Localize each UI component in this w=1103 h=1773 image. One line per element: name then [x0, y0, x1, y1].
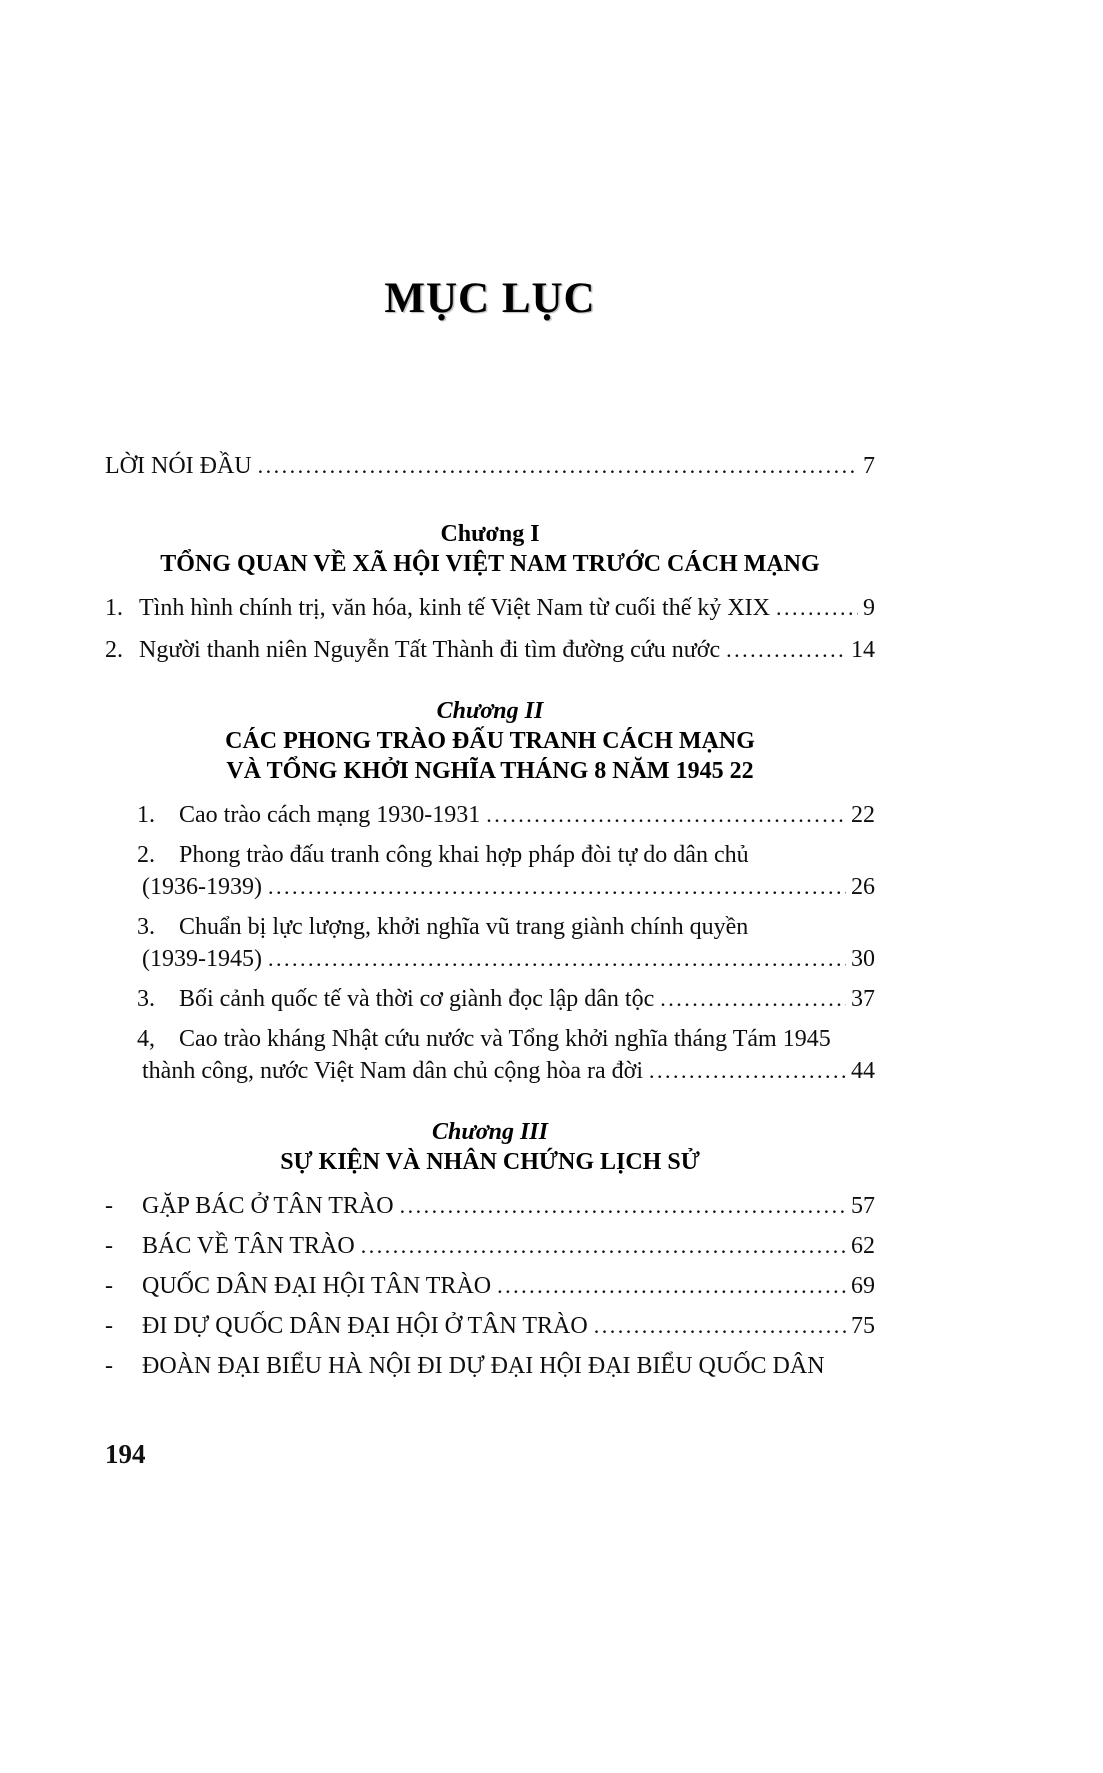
dot-leader: [497, 1270, 846, 1302]
item-number: 2.: [137, 841, 155, 868]
page-number: 194: [105, 1439, 146, 1469]
chapter-2-label: Chương II: [436, 697, 544, 724]
toc-item: [105, 1310, 875, 1342]
item-number: 1.: [137, 801, 155, 828]
item-number: 2.: [105, 636, 123, 663]
item-number: 1.: [105, 594, 123, 621]
toc-item: [105, 1190, 875, 1222]
entry-page-number: 7: [863, 452, 875, 479]
dot-leader: [486, 799, 846, 831]
toc-item: [105, 799, 875, 831]
entry-page-number: 26: [851, 873, 875, 900]
item-number: 4,: [137, 1025, 155, 1052]
item-dash: -: [105, 1272, 113, 1299]
item-text: Chuẩn bị lực lượng, khởi nghĩa vũ trang giành chính quyền: [179, 913, 749, 940]
entry-page-number: 30: [851, 945, 875, 972]
dot-leader: [660, 983, 846, 1015]
entry-page-number: 57: [851, 1192, 875, 1219]
chapter-3-label: Chương III: [432, 1118, 548, 1145]
dot-leader: [400, 1190, 846, 1222]
chapter-1-items: [105, 592, 875, 666]
dot-leader: [594, 1310, 846, 1342]
item-dash: -: [105, 1192, 113, 1219]
toc-item: [105, 911, 875, 975]
item-text: ĐOÀN ĐẠI BIỂU HÀ NỘI ĐI DỰ ĐẠI HỘI ĐẠI BIỂU QUỐC DÂN: [142, 1352, 825, 1379]
toc-item: [105, 1350, 875, 1382]
chapter-2-items: [105, 799, 875, 1087]
item-text-continued: (1936-1939): [142, 873, 262, 900]
page-title: MỤC LỤC: [384, 275, 596, 322]
entry-page-number: 22: [851, 801, 875, 828]
toc-item: [105, 1270, 875, 1302]
toc-item: [105, 634, 875, 666]
toc-item: [105, 592, 875, 624]
chapter-3: [105, 1117, 875, 1382]
item-text: GẶP BÁC Ở TÂN TRÀO: [142, 1192, 394, 1219]
dot-leader: [258, 450, 858, 482]
toc-item: [105, 839, 875, 903]
entry-label: LỜI NÓI ĐẦU: [105, 452, 252, 479]
item-text: Cao trào kháng Nhật cứu nước và Tổng khởi nghĩa tháng Tám 1945: [179, 1025, 831, 1052]
item-text: Cao trào cách mạng 1930-1931: [179, 801, 481, 828]
dot-leader: [361, 1230, 846, 1262]
item-dash: -: [105, 1352, 113, 1379]
entry-page-number: 62: [851, 1232, 875, 1259]
item-text: ĐI DỰ QUỐC DÂN ĐẠI HỘI Ở TÂN TRÀO: [142, 1312, 588, 1339]
entry-page-number: 75: [851, 1312, 875, 1339]
item-text: BÁC VỀ TÂN TRÀO: [142, 1232, 355, 1259]
item-number: 3.: [137, 913, 155, 940]
item-text-continued: thành công, nước Việt Nam dân chủ cộng hòa ra đời: [142, 1057, 644, 1084]
dot-leader: [268, 871, 846, 903]
item-number: 3.: [137, 985, 155, 1012]
chapter-2-title-line-1: CÁC PHONG TRÀO ĐẤU TRANH CÁCH MẠNG: [225, 727, 755, 754]
item-text: Bối cảnh quốc tế và thời cơ giành đọc lập dân tộc: [179, 985, 655, 1012]
item-text-continued: (1939-1945): [142, 945, 262, 972]
chapter-1-label: Chương I: [440, 520, 540, 547]
dot-leader: [726, 634, 846, 666]
chapter-3-items: [105, 1190, 875, 1382]
dot-leader: [268, 943, 846, 975]
chapter-3-title: SỰ KIỆN VÀ NHÂN CHỨNG LỊCH SỬ: [280, 1148, 700, 1175]
item-text: Tình hình chính trị, văn hóa, kinh tế Việt Nam từ cuối thế kỷ XIX: [139, 594, 771, 621]
item-dash: -: [105, 1312, 113, 1339]
entry-page-number: 37: [851, 985, 875, 1012]
toc-item: [105, 1230, 875, 1262]
dot-leader: [649, 1055, 846, 1087]
item-text: Phong trào đấu tranh công khai hợp pháp đòi tự do dân chủ: [179, 841, 749, 868]
toc-item: [105, 983, 875, 1015]
item-dash: -: [105, 1232, 113, 1259]
entry-page-number: 14: [851, 636, 875, 663]
entry-page-number: 69: [851, 1272, 875, 1299]
chapter-1-title: TỔNG QUAN VỀ XÃ HỘI VIỆT NAM TRƯỚC CÁCH MẠNG: [160, 550, 820, 577]
item-text: Người thanh niên Nguyễn Tất Thành đi tìm đường cứu nước: [139, 636, 721, 663]
chapter-2-title-line-2: VÀ TỔNG KHỞI NGHĨA THÁNG 8 NĂM 1945 22: [226, 757, 754, 784]
entry-page-number: 9: [863, 594, 875, 621]
entry-page-number: 44: [851, 1057, 875, 1084]
chapter-2: [105, 696, 875, 1087]
dot-leader: [776, 592, 858, 624]
chapter-1: [105, 519, 875, 666]
item-text: QUỐC DÂN ĐẠI HỘI TÂN TRÀO: [142, 1272, 492, 1299]
toc-entry-foreword: [105, 450, 875, 482]
toc-item: [105, 1023, 875, 1087]
